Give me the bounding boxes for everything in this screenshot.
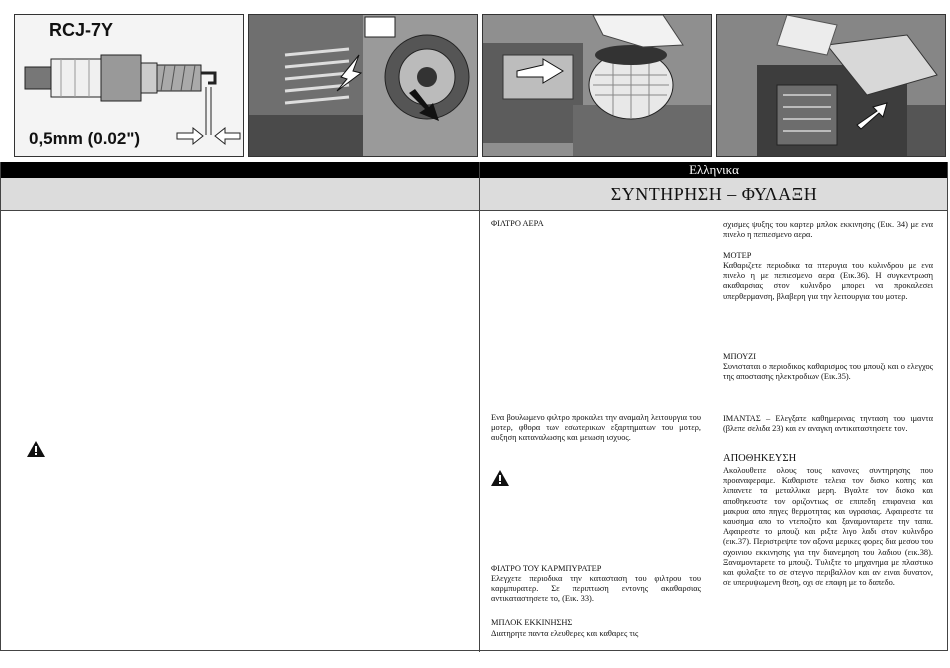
starter-heading: ΜΠΛΟΚ ΕΚΚΙΝΗΣΗΣ [491,618,573,627]
spark-plug-model-label: RCJ-7Y [49,20,114,40]
air-filter-photo [482,14,712,157]
starter-cleaning-photo [716,14,946,157]
air-filter-text: Ενα βουλωμενο φιλτρο προκαλει την αναμαλη λειτουργια του μοτερ, φθορα των εσωτερικων εξαρτηματων του μοτερ, αυξηση καταναλωσης και μειωση ισχυος. [491,413,701,443]
carb-filter-text: Ελεγχετε περιοδικα την κατασταση του φιλτρου του καρμπυρατερ. Σε περιπτωση εντονης ακαθαρσιας αντικαταστησετε το, (Εικ. 33). [491,574,701,604]
warning-icon [27,441,45,462]
motor-text: Καθαριζετε περιοδικα τα πτερυγια του κυλινδρου με ενα πινελο η με πεπιεσμενο αερα (Εικ.36). Η συγκεντρωση ακαθαρσιας στον κυλινδρο μπορει να προκαλεσει υπερθερμανση, βλαβερη για την λειτουργια του μοτερ. [723,261,933,301]
storage-text: Ακολουθειτε ολους τους κανονες συντηρησης που προαναφεραμε. Καθαριστε τελεια τον δισκο κοπης και λιπανετε τα μεταλλικα μερη. Βγαλτε τον δισκο και αποθηκευστε τον οριζοντιως σε επιπεδη επιφανεια και μακρυα απο πηγες θερμοτητας και υγρασιας. Αφαιρεστε τα καυσημα απο το ντεποζιτο και ξαναμονταρετε την ταπα. Αφαιρεστε το μπουζι και ριξτε λιγο λαδι στον κυλινδρο (εικ.37). Περιστρεψτε τον αξονα μερικες φορες δια μεσου του σχοινιου εκκινησης για την διανεμηση του λαδιου (εικ.38). Ξαναμοντaρετε το μπουζι. Τυλιξτε το μηχανημα με πλαστικο και φυλαξτε το σε στεγνο περιβαλλον και αν ειναι δυνατον, σε υπερυψωμενη θεση, οχι σε επαφη με το δαπεδο. [723,466,933,588]
page-title: ΣΥΝΤΗΡΗΣΗ – ΦΥΛΑΞΗ [610,184,818,204]
language-bar [0,162,948,178]
belt-text: ΙΜΑΝΤΑΣ – Ελεγξατε καθημερινας τηνταση του ιμαντα (βλεπε σελιδα 23) και εν αναγκη αντικαταστησετε τον. [723,414,933,434]
carb-filter-heading: ΦΙΛΤΡΟ ΤΟΥ ΚΑΡΜΠΥΡΑΤΕΡ [491,564,602,573]
starter-cleaning-illustration [717,15,945,156]
air-filter-illustration [483,15,711,156]
storage-heading: ΑΠΟΘΗΚΕΥΣΗ [723,453,797,464]
cylinder-fins-illustration [249,15,477,156]
spark-plug-text: Συνισταται ο περιοδικος καθαρισμος του μπουζι και ο ελεγχος της αποστασης ηλεκτροδιων (Εικ.35). [723,362,933,382]
language-label: Ελληνικα [689,162,739,177]
spark-plug-heading: ΜΠΟΥΖΙ [723,352,757,361]
motor-heading: ΜΟΤΕΡ [723,251,752,260]
spark-plug-gap-label: 0,5mm (0.02") [29,129,141,148]
column-divider [479,162,480,652]
spark-plug-photo [14,14,244,157]
air-filter-heading: ΦΙΛΤΡΟ ΑΕΡΑ [491,219,544,228]
warning-icon-middle [491,470,509,491]
starter-text: Διατηρητε παντα ελευθερες και καθαρες τις [491,629,639,638]
starter-text-continued: σχισμες ψυξης του καρτερ μπλοκ εκκινησης (Εικ. 34) με ενα πινελο η πεπιεσμενο αερα. [723,220,933,240]
section-title-bar [0,178,948,211]
cylinder-fins-photo [248,14,478,157]
